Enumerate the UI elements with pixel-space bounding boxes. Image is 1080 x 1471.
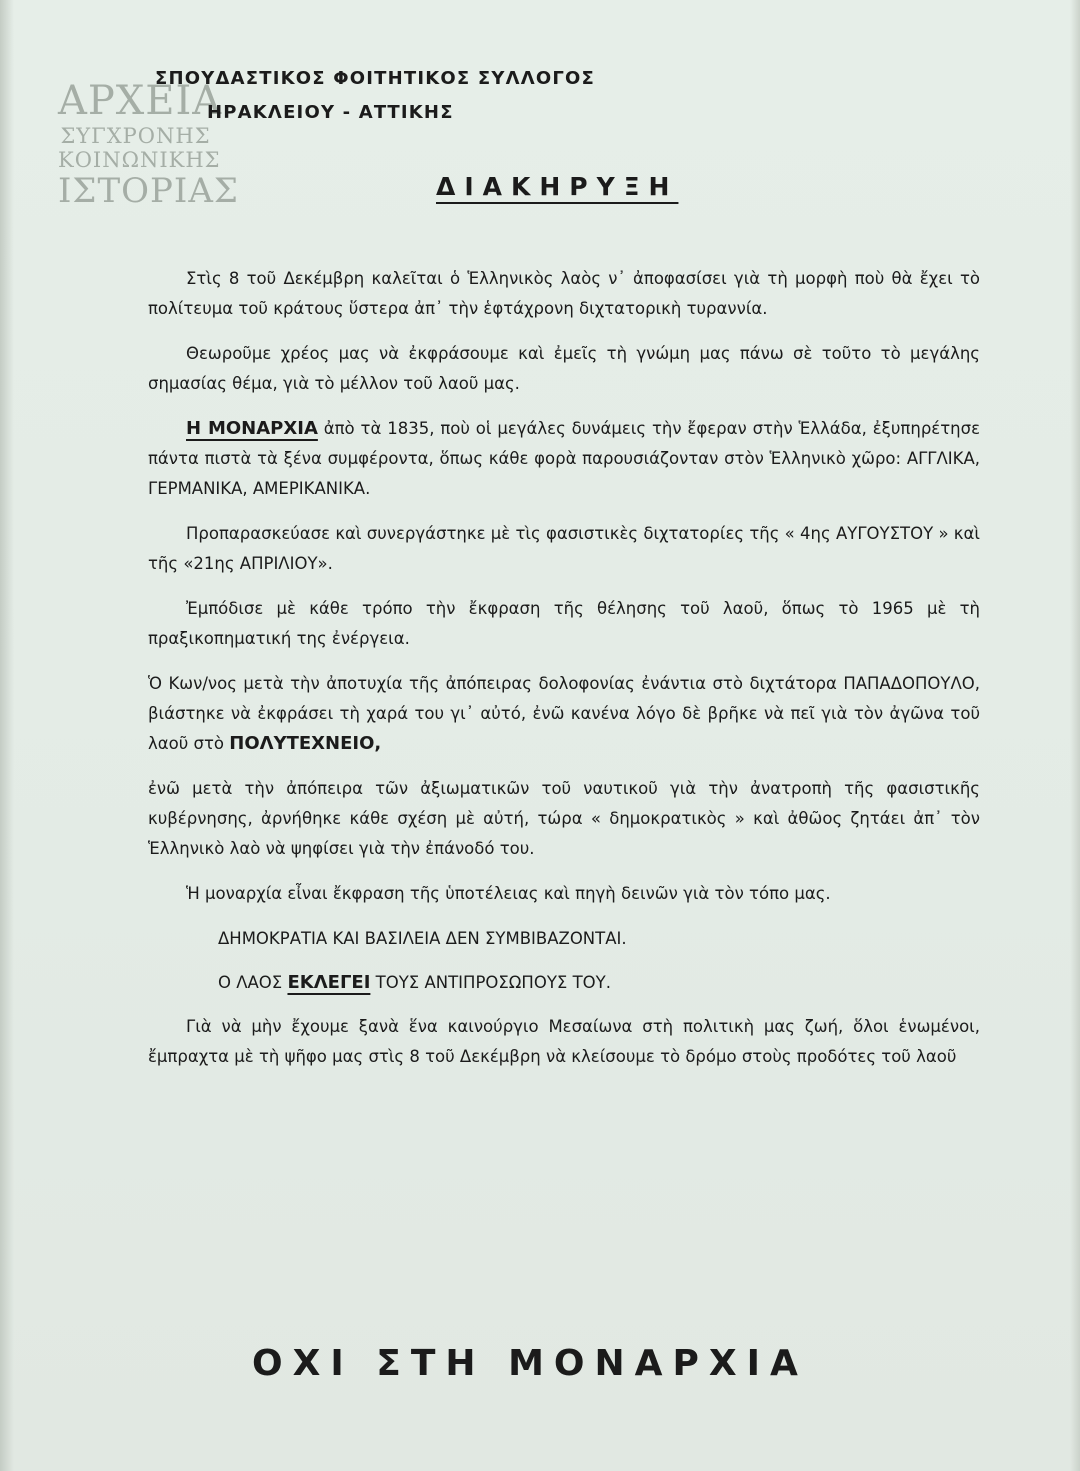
slogan-people-elect — [148, 968, 980, 998]
paragraph-6-text: Ὁ Κων/νος μετὰ τὴν ἀποτυχία τῆς ἀπόπειρας δολοφονίας ἐνάντια στὸ διχτάτορα ΠΑΠΑΔΟΠΟΥΛΟ, βιάστηκε νὰ ἐκφράσει τὴ χαρά του γι᾽ αὐτό, ἐνῶ κανένα λόγο δὲ βρῆκε νὰ πεῖ γιὰ τὸν ἀγῶνα τοῦ λαοῦ στὸ — [148, 674, 980, 753]
paragraph-9: Γιὰ νὰ μὴν ἔχουμε ξανὰ ἕνα καινούργιο Μεσαίωνα στὴ πολιτικὴ μας ζωή, ὅλοι ἑνωμένοι, ἔμπραχτα μὲ τὴ ψῆφο μας στὶς 8 τοῦ Δεκέμβρη νὰ κλείσουμε τὸ δρόμο στοὺς προδότες τοῦ λαοῦ — [148, 1017, 980, 1066]
closing-slogan: ΟΧΙ ΣΤΗ ΜΟΝΑΡΧΙΑ — [252, 1343, 808, 1384]
document-title: ΔΙΑΚΗΡΥΞΗ — [436, 172, 679, 201]
stamp-line-2: ΣΥΓΧΡΟΝΗΣ — [60, 124, 211, 148]
slogan-2-part-b: ΤΟΥΣ ΑΝΤΙΠΡΟΣΩΠΟΥΣ ΤΟΥ. — [370, 973, 611, 992]
paragraph-3-text: ἀπὸ τὰ 1835, ποὺ οἱ μεγάλες δυνάμεις τὴν ἔφεραν στὴν Ἑλλάδα, ἐξυπηρέτησε πάντα πιστὰ τὰ ξένα συμφέροντα, ὅπως κάθε φορὰ παρουσιάζονταν στὸν Ἑλληνικὸ χῶρο: ΑΓΓΛΙΚΑ, ΓΕΡΜΑΝΙΚΑ, ΑΜΕΡΙΚΑΝΙΚΑ. — [148, 419, 980, 498]
stamp-line-4: ΙΣΤΟΡΙΑΣ — [58, 171, 239, 211]
paragraph-6 — [148, 669, 980, 759]
stamp-line-1: ΑΡΧΕΙΑ — [58, 78, 223, 124]
paragraph-4: Προπαρασκεύασε καὶ συνεργάστηκε μὲ τὶς φασιστικὲς διχτατορίες τῆς « 4ης ΑΥΓΟΥΣΤΟΥ » καὶ τῆς «21ης ΑΠΡΙΛΙΟΥ». — [148, 524, 980, 573]
elect-emphasis: ΕΚΛΕΓΕΙ — [287, 972, 371, 993]
document-body — [148, 264, 980, 1087]
paragraph-3 — [148, 414, 980, 504]
paragraph-2: Θεωροῦμε χρέος μας νὰ ἐκφράσουμε καὶ ἐμεῖς τὴ γνώμη μας πάνω σὲ τοῦτο τὸ μεγάλης σημασίας θέμα, γιὰ τὸ μέλλον τοῦ λαοῦ μας. — [148, 344, 980, 393]
polytechnic-emphasis: ΠΟΛΥΤΕΧΝΕΙΟ, — [229, 733, 382, 754]
slogan-democracy: ΔΗΜΟΚΡΑΤΙΑ ΚΑΙ ΒΑΣΙΛΕΙΑ ΔΕΝ ΣΥΜΒΙΒΑΖΟΝΤΑΙ. — [218, 929, 627, 948]
organization-line-1: ΣΠΟΥΔΑΣΤΙΚΟΣ ΦΟΙΤΗΤΙΚΟΣ ΣΥΛΛΟΓΟΣ — [155, 68, 596, 89]
paragraph-5: Ἐμπόδισε μὲ κάθε τρόπο τὴν ἔκφραση τῆς θέλησης τοῦ λαοῦ, ὅπως τὸ 1965 μὲ τὴ πραξικοπηματική της ἐνέργεια. — [148, 599, 980, 648]
paragraph-8: Ἡ μοναρχία εἶναι ἔκφραση τῆς ὑποτέλειας καὶ πηγὴ δεινῶν γιὰ τὸν τόπο μας. — [186, 884, 831, 903]
monarchy-heading: Η ΜΟΝΑΡΧΙΑ — [186, 418, 318, 439]
organization-name — [155, 62, 595, 130]
paragraph-1: Στὶς 8 τοῦ Δεκέμβρη καλεῖται ὁ Ἑλληνικὸς λαὸς ν᾽ ἀποφασίσει γιὰ τὴ μορφὴ ποὺ θὰ ἔχει τὸ πολίτευμα τοῦ κράτους ὕστερα ἀπ᾽ τὴν ἑφτάχρονη διχτατορικὴ τυραννία. — [148, 269, 980, 318]
stamp-line-3: ΚΟΙΝΩΝΙΚΗΣ — [58, 148, 221, 172]
organization-line-2: ΗΡΑΚΛΕΙΟΥ - ΑΤΤΙΚΗΣ — [207, 102, 454, 123]
paragraph-7: ἐνῶ μετὰ τὴν ἀπόπειρα τῶν ἀξιωματικῶν τοῦ ναυτικοῦ γιὰ τὴν ἀνατροπὴ τῆς φασιστικῆς κυβέρνησης, ἀρνήθηκε κάθε σχέση μὲ αὐτή, τώρα « δημοκρατικὸς » καὶ ἀθῶος ζητάει ἀπ᾽ τὸν Ἑλληνικὸ λαὸ νὰ ψηφίσει γιὰ τὴν ἐπάνοδό του. — [148, 779, 980, 858]
slogan-2-part-a: Ο ΛΑΟΣ — [218, 973, 288, 992]
